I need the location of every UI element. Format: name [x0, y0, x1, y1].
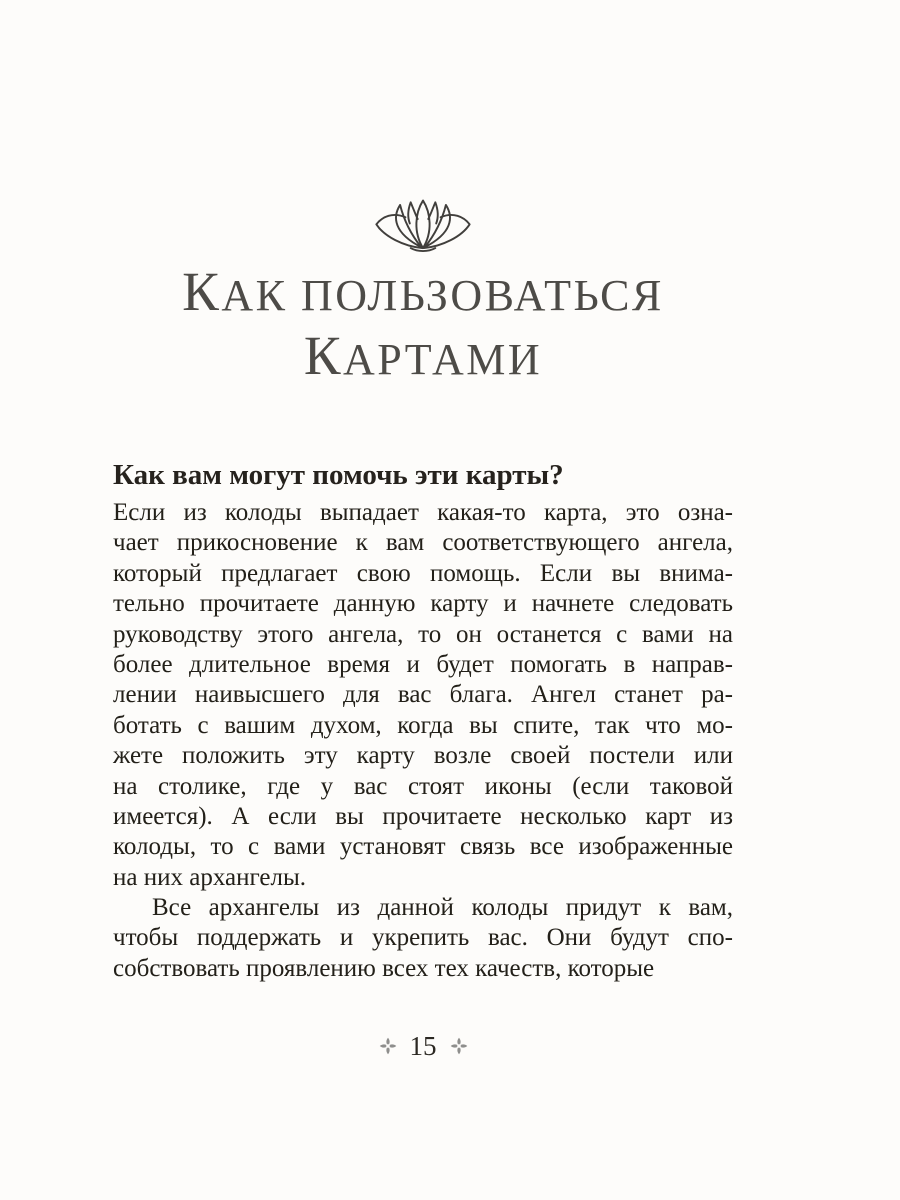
- text-line: колоды, то с вами установят связь все изображенные: [113, 833, 733, 861]
- chapter-title: [113, 262, 733, 390]
- page-number: 15: [409, 1031, 437, 1061]
- lotus-icon: [113, 190, 733, 256]
- text-line: Если из колоды выпадает какая-то карта, это озна-: [113, 499, 733, 526]
- page-footer: [113, 1031, 733, 1061]
- body-text: [113, 498, 733, 984]
- text-line: Все архангелы из данной колоды придут к вам,: [152, 894, 733, 922]
- page-content: [113, 0, 733, 1200]
- section-heading: Как вам могут помочь эти карты?: [113, 459, 564, 491]
- text-line: чтобы поддержать и укрепить вас. Они будут спо-: [113, 924, 733, 952]
- text-line: ботать с вашим духом, когда вы спите, так что мо-: [113, 711, 733, 739]
- text-line: чает прикосновение к вам соответствующего ангела,: [113, 529, 733, 557]
- text-line: жете положить эту карту возле своей постели или: [113, 742, 733, 770]
- chapter-title-line: КАК ПОЛЬЗОВАТЬСЯ: [182, 261, 664, 322]
- text-line: имеется). А если вы прочитаете несколько карт из: [113, 802, 733, 830]
- four-petal-flower-ornament-icon: [379, 1037, 397, 1055]
- text-line: который предлагает свою помощь. Если вы внима-: [113, 559, 733, 587]
- text-line: лении наивысшего для вас блага. Ангел станет ра-: [113, 681, 733, 709]
- chapter-title-line: КАРТАМИ: [303, 325, 543, 386]
- text-line: на них архангелы.: [113, 863, 307, 891]
- text-line: более длительное время и будет помогать в направ-: [113, 650, 733, 678]
- text-line: тельно прочитаете данную карту и начнете следовать: [113, 590, 733, 618]
- text-line: руководству этого ангела, то он останется с вами на: [113, 620, 733, 648]
- text-line: собствовать проявлению всех тех качеств, которые: [113, 954, 655, 982]
- text-line: на столике, где у вас стоят иконы (если таковой: [113, 772, 733, 800]
- four-petal-flower-ornament-icon: [450, 1037, 468, 1055]
